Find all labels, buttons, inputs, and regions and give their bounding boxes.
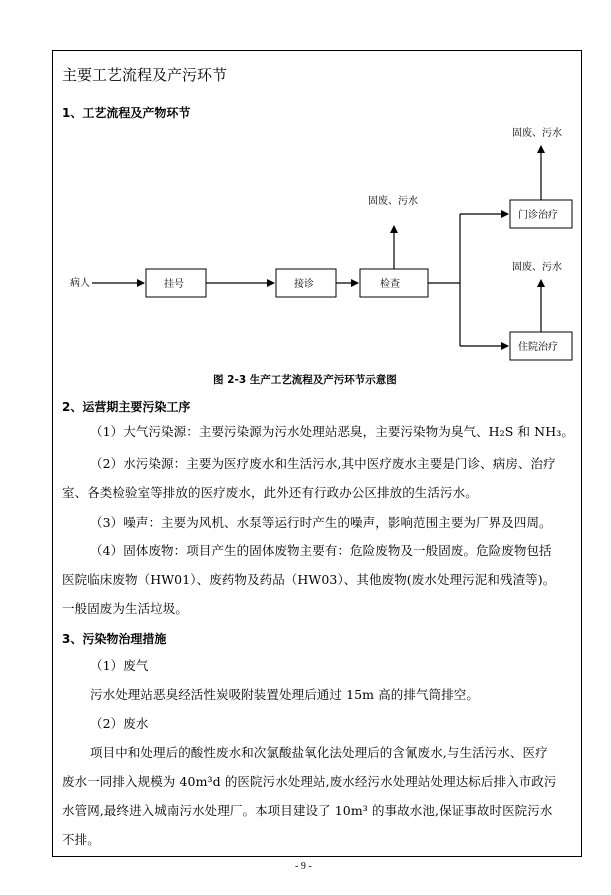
paragraph-noise: （3）噪声：主要为风机、水泵等运行时产生的噪声，影响范围主要为厂界及四周。 [90, 515, 552, 530]
flow-emission-top-label: 固废、污水 [512, 128, 562, 139]
measure-water-heading: （2）废水 [90, 716, 149, 731]
flow-outpatient-label: 门诊治疗 [518, 210, 558, 221]
flow-step2-label: 接诊 [294, 279, 314, 290]
section-title: 主要工艺流程及产污环节 [62, 66, 228, 84]
paragraph-water-line1: （2）水污染源：主要为医疗废水和生活污水,其中医疗废水主要是门诊、病房、治疗 [90, 456, 556, 471]
measure-water-line1: 项目中和处理后的酸性废水和次氯酸盐氧化法处理后的含氰废水,与生活污水、医疗 [90, 745, 548, 760]
measure-water-line4: 不排。 [62, 832, 100, 847]
flow-emission-bottom-label: 固废、污水 [512, 262, 562, 273]
flow-emission-check-label: 固废、污水 [368, 196, 418, 207]
subsection-title-1: 1、工艺流程及产物环节 [62, 106, 191, 120]
process-flow-diagram [52, 118, 582, 368]
measure-water-line2: 废水一同排入规模为 40m³d 的医院污水处理站,废水经污水处理站处理达标后排入市政污 [62, 774, 557, 789]
paragraph-solid-line3: 一般固废为生活垃圾。 [62, 601, 189, 616]
page-number: - 9 - [295, 861, 312, 872]
flow-inpatient-label: 住院治疗 [518, 342, 558, 353]
paragraph-solid-line1: （4）固体废物：项目产生的固体废物主要有：危险废物及一般固废。危险废物包括 [90, 543, 552, 558]
measure-water-line3: 水管网,最终进入城南污水处理厂。本项目建设了 10m³ 的事故水池,保证事故时医院污水 [62, 803, 553, 818]
flow-step1-label: 挂号 [164, 279, 184, 290]
flow-step3-label: 检查 [380, 279, 400, 290]
measure-gas-text: 污水处理站恶臭经活性炭吸附装置处理后通过 15m 高的排气筒排空。 [90, 687, 480, 702]
figure-caption: 图 2-3 生产工艺流程及产污环节示意图 [213, 374, 397, 386]
paragraph-air: （1）大气污染源：主要污染源为污水处理站恶臭，主要污染物为臭气、H₂S 和 NH₃。 [90, 424, 574, 439]
subsection-title-2: 2、运营期主要污染工序 [62, 400, 191, 414]
subsection-title-3: 3、污染物治理措施 [62, 632, 167, 646]
paragraph-solid-line2: 医院临床废物（HW01）、废药物及药品（HW03）、其他废物(废水处理污泥和残渣等)。 [62, 572, 556, 587]
flow-source-label: 病人 [70, 278, 90, 289]
paragraph-water-line2: 室、各类检验室等排放的医疗废水，此外还有行政办公区排放的生活污水。 [62, 485, 478, 500]
measure-gas-heading: （1）废气 [90, 658, 149, 673]
